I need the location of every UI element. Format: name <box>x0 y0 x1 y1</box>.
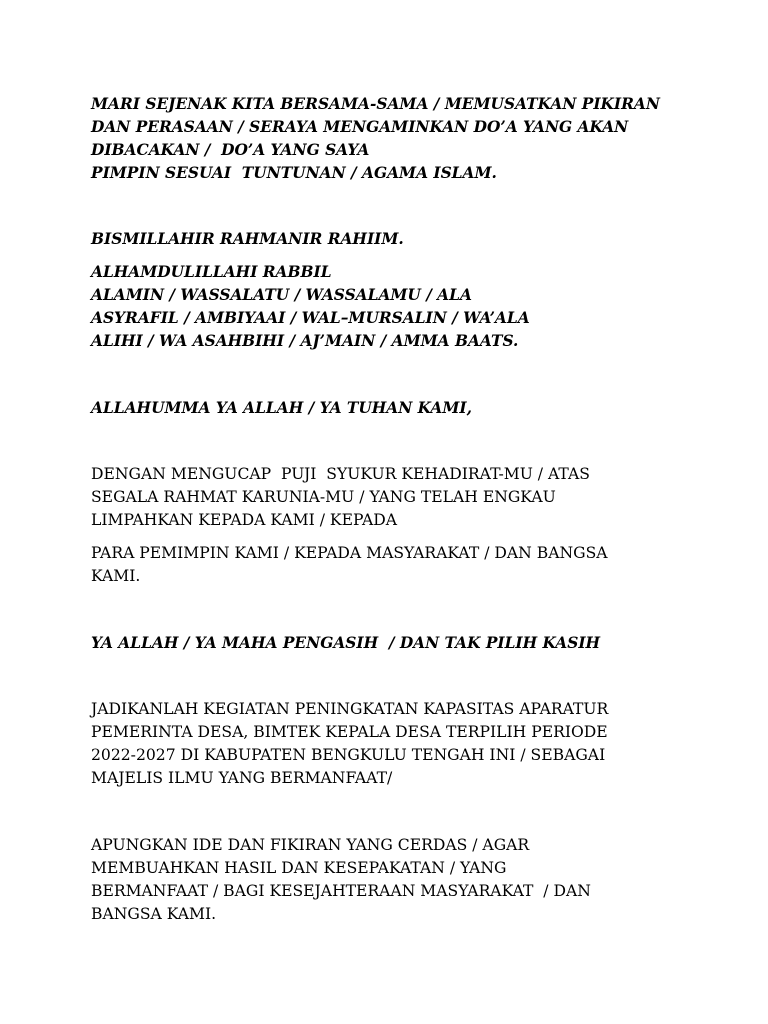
text-line: 2022-2027 DI KABUPATEN BENGKULU TENGAH INI / SEBAGAI <box>91 746 606 764</box>
text-line: ALLAHUMMA YA ALLAH / YA TUHAN KAMI, <box>91 399 472 417</box>
text-line: ALAMIN / WASSALATU / WASSALAMU / ALA <box>91 286 472 304</box>
text-line: DAN PERASAAN / SERAYA MENGAMINKAN DO’A YANG AKAN <box>91 118 629 136</box>
text-line: SEGALA RAHMAT KARUNIA-MU / YANG TELAH ENGKAU <box>91 488 556 506</box>
text-line: JADIKANLAH KEGIATAN PENINGKATAN KAPASITAS APARATUR <box>91 700 609 718</box>
text-line: DIBACAKAN / DO’A YANG SAYA <box>91 141 370 159</box>
text-line: DENGAN MENGUCAP PUJI SYUKUR KEHADIRAT-MU / ATAS <box>91 465 590 483</box>
text-line: BERMANFAAT / BAGI KESEJAHTERAAN MASYARAKAT / DAN <box>91 882 591 900</box>
text-line: MEMBUAHKAN HASIL DAN KESEPAKATAN / YANG <box>91 859 507 877</box>
text-line: BANGSA KAMI. <box>91 905 217 923</box>
text-line: PIMPIN SESUAI TUNTUNAN / AGAMA ISLAM. <box>91 164 497 182</box>
text-line: PEMERINTA DESA, BIMTEK KEPALA DESA TERPILIH PERIODE <box>91 723 608 741</box>
text-line: BISMILLAHIR RAHMANIR RAHIIM. <box>91 230 404 248</box>
text-line: ALIHI / WA ASAHBIHI / AJ’MAIN / AMMA BAATS. <box>91 332 519 350</box>
text-line: LIMPAHKAN KEPADA KAMI / KEPADA <box>91 511 398 529</box>
text-line: KAMI. <box>91 567 141 585</box>
text-line: MARI SEJENAK KITA BERSAMA-SAMA / MEMUSATKAN PIKIRAN <box>91 95 660 113</box>
text-line: MAJELIS ILMU YANG BERMANFAAT/ <box>91 769 393 787</box>
text-line: YA ALLAH / YA MAHA PENGASIH / DAN TAK PILIH KASIH <box>91 634 601 652</box>
text-line: APUNGKAN IDE DAN FIKIRAN YANG CERDAS / AGAR <box>91 836 530 854</box>
text-line: ALHAMDULILLAHI RABBIL <box>91 263 332 281</box>
text-line: PARA PEMIMPIN KAMI / KEPADA MASYARAKAT / DAN BANGSA <box>91 544 608 562</box>
text-line: ASYRAFIL / AMBIYAAI / WAL–MURSALIN / WA’ALA <box>91 309 530 327</box>
